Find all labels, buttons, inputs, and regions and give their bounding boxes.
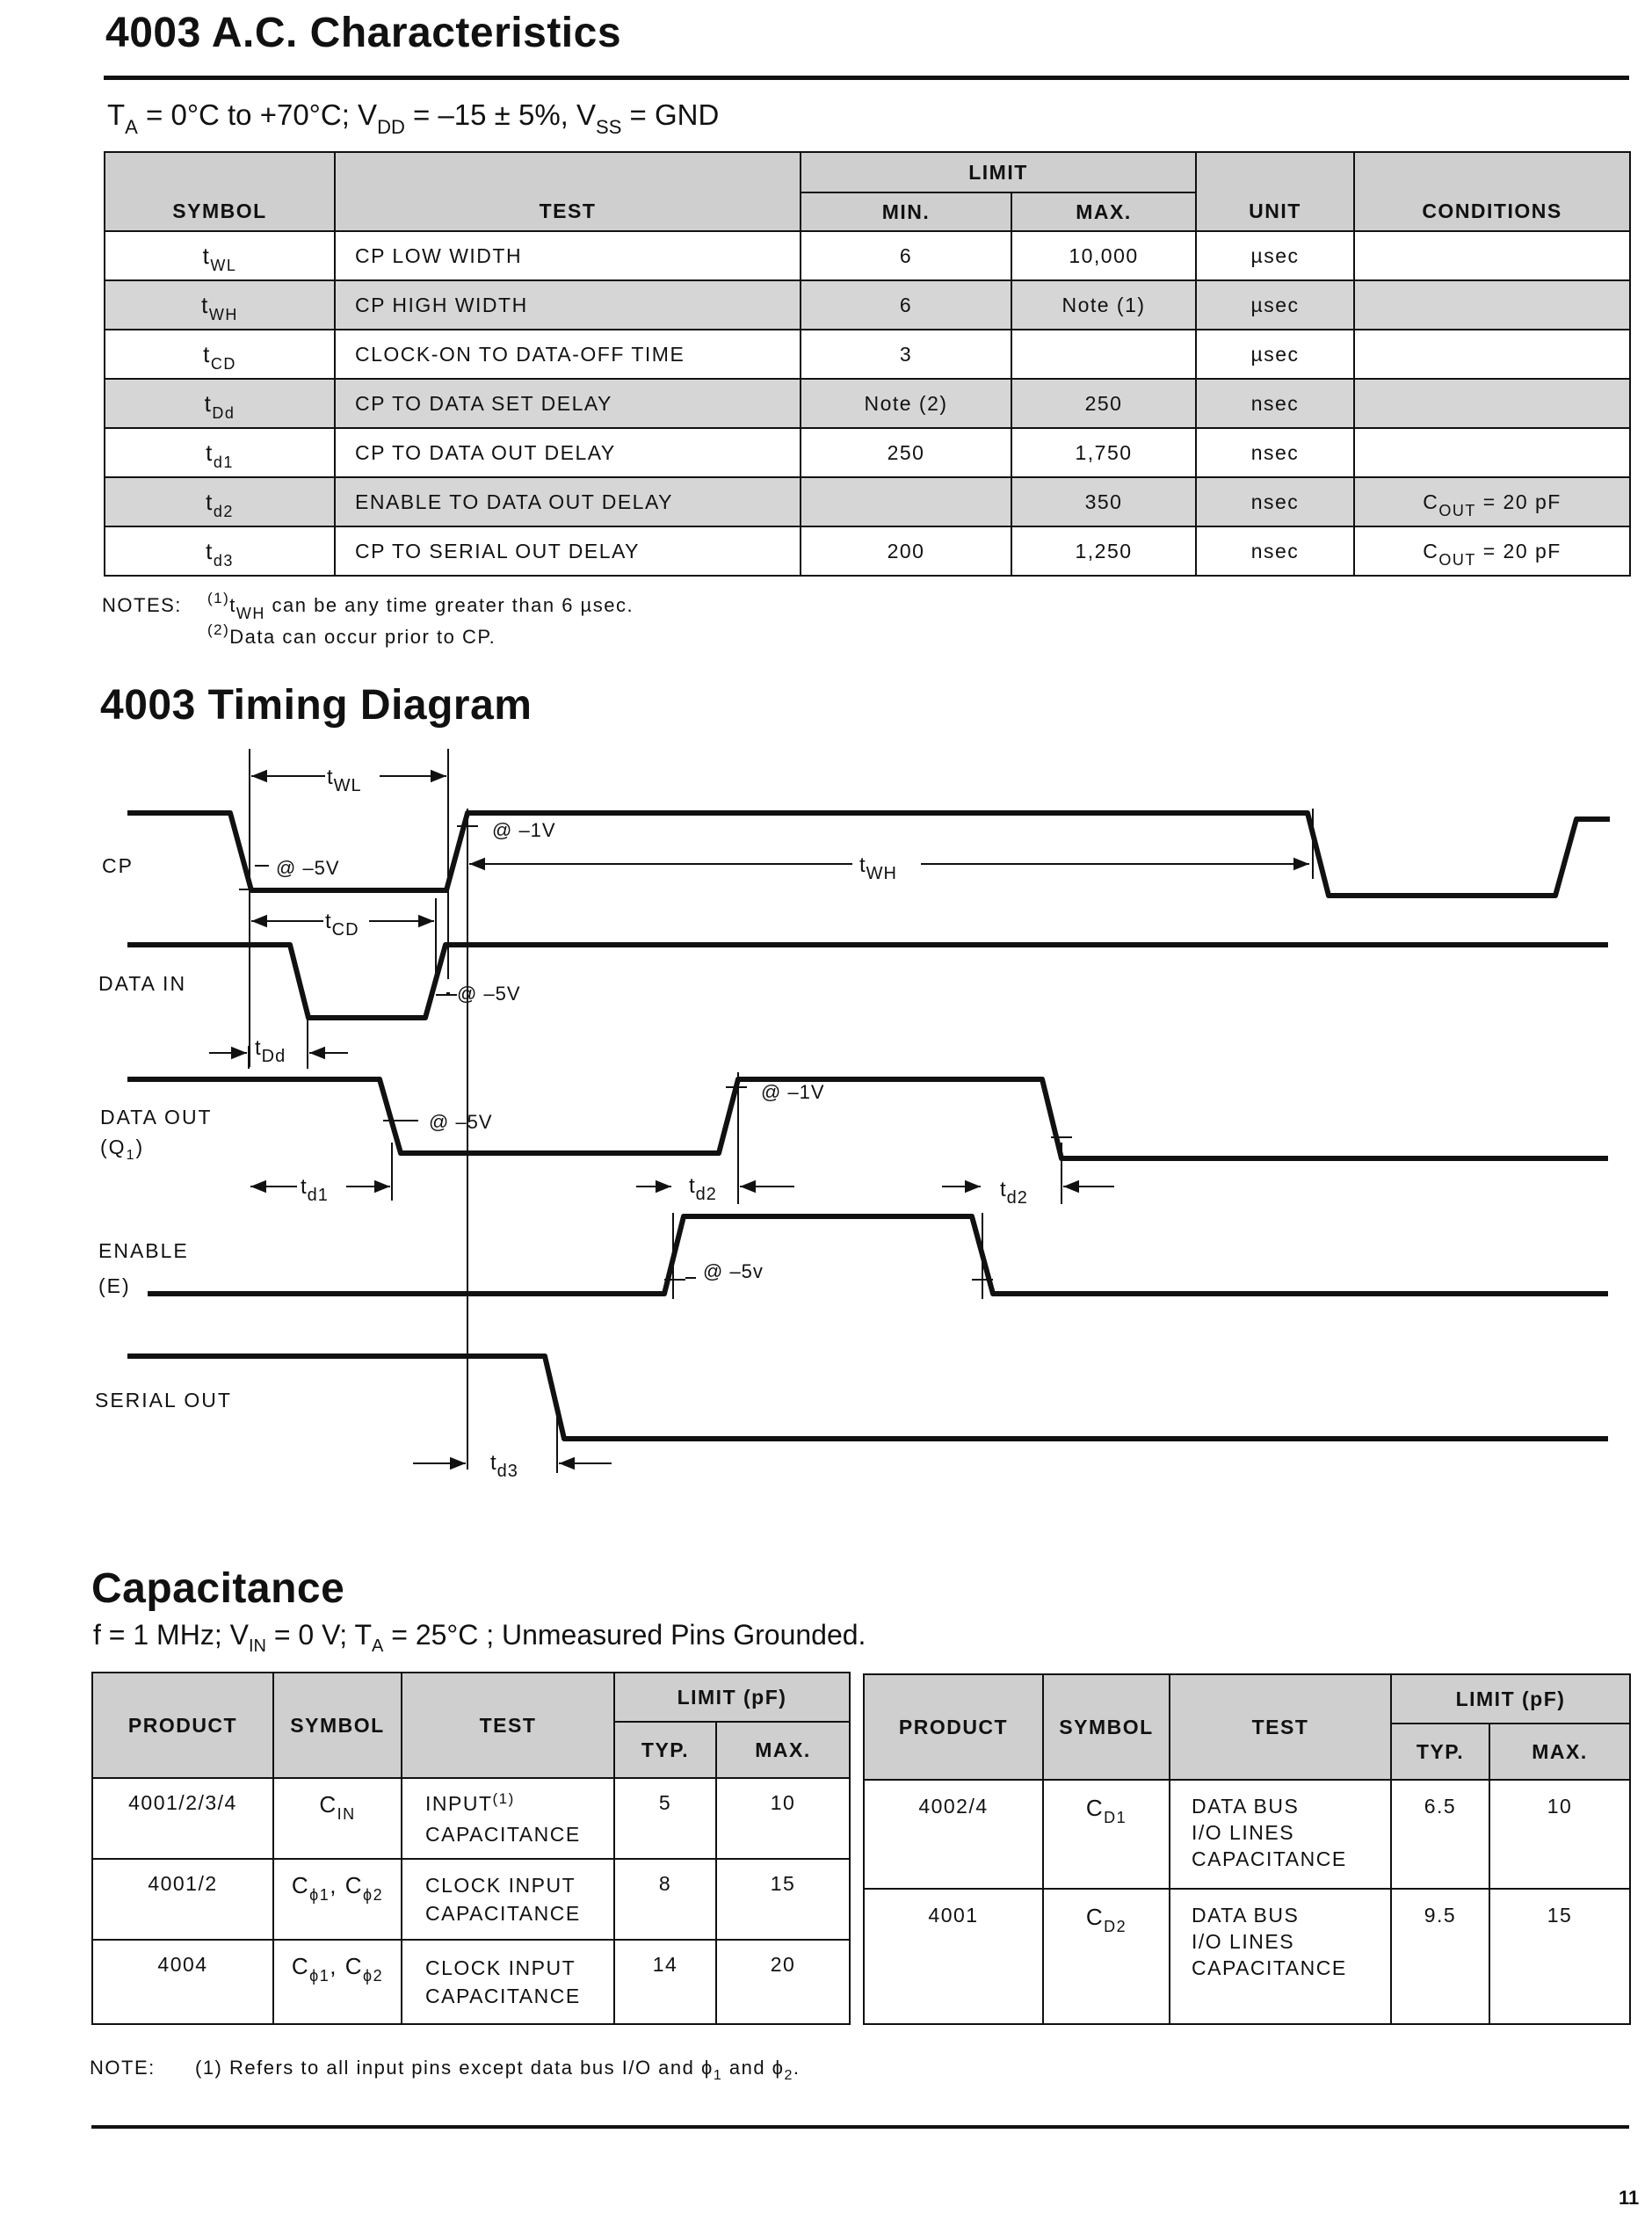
note-1: $^{(1)}t_{WH}$ can be any time greater than 6 µsec. xyxy=(207,590,634,622)
unit-cell: nsec xyxy=(1196,428,1354,477)
conditions-cell: $C_{OUT} = 20$ pF xyxy=(1354,526,1630,576)
hdr-unit: UNIT xyxy=(1196,152,1354,231)
conditions-cell: $C_{OUT} = 20$ pF xyxy=(1354,477,1630,526)
product-cell: 4001 xyxy=(864,1889,1043,2024)
test-cell: CLOCK INPUT CAPACITANCE xyxy=(402,1940,614,2024)
conditions-cell xyxy=(1354,428,1630,477)
symbol-cell: $t_{d1}$ xyxy=(105,428,335,477)
max-cell: 10,000 xyxy=(1011,231,1196,280)
signal-label-enable: ENABLE xyxy=(98,1239,189,1262)
table-row xyxy=(864,1889,1630,2024)
capacitance-table-right xyxy=(863,1673,1631,2025)
test-cell: CP TO DATA OUT DELAY xyxy=(335,428,801,477)
hdr-limit: LIMIT (pF) xyxy=(614,1673,850,1722)
max-cell: 250 xyxy=(1011,379,1196,428)
max-cell: 15 xyxy=(1489,1889,1630,2024)
signal-label-serial-out: SERIAL OUT xyxy=(95,1389,232,1412)
timing-title: 4003 Timing Diagram xyxy=(100,682,533,729)
hdr-product: PRODUCT xyxy=(92,1673,273,1778)
conditions-cell xyxy=(1354,330,1630,379)
hdr-test: TEST xyxy=(1170,1674,1391,1780)
table-row xyxy=(105,231,1630,280)
conditions-cell xyxy=(1354,280,1630,330)
table-row xyxy=(105,280,1630,330)
param-td2-2: $t_{d2}$ xyxy=(1000,1178,1028,1208)
max-cell: 1,250 xyxy=(1011,526,1196,576)
min-cell: 6 xyxy=(801,231,1011,280)
hdr-limit: LIMIT (pF) xyxy=(1391,1674,1630,1724)
ac-table xyxy=(104,151,1631,577)
test-cell: DATA BUS I/O LINES CAPACITANCE xyxy=(1170,1889,1391,2024)
test-cell: CP LOW WIDTH xyxy=(335,231,801,280)
waveform-serial-out xyxy=(127,1356,1608,1439)
capacitance-title: Capacitance xyxy=(91,1565,345,1612)
param-twh: $t_{WH}$ xyxy=(859,853,897,883)
v-label-data-out-low: @ –5V xyxy=(429,1111,493,1133)
test-cell: CP TO SERIAL OUT DELAY xyxy=(335,526,801,576)
v-label-data-in: @ –5V xyxy=(457,983,521,1005)
product-cell: 4001/2 xyxy=(92,1859,273,1940)
signal-label-data-out: DATA OUT xyxy=(100,1106,213,1129)
typ-cell: 8 xyxy=(614,1859,716,1940)
min-cell: 3 xyxy=(801,330,1011,379)
v-label-cp-high: @ –1V xyxy=(492,819,556,841)
table-row xyxy=(92,1940,850,2024)
product-cell: 4002/4 xyxy=(864,1780,1043,1889)
unit-cell: nsec xyxy=(1196,526,1354,576)
min-cell: Note (2) xyxy=(801,379,1011,428)
waveform-data-in xyxy=(127,945,1608,1018)
hdr-product: PRODUCT xyxy=(864,1674,1043,1780)
hdr-max: MAX. xyxy=(716,1722,850,1778)
min-cell: 200 xyxy=(801,526,1011,576)
symbol-cell: $t_{d3}$ xyxy=(105,526,335,576)
table-row xyxy=(92,1778,850,1859)
table-row xyxy=(105,330,1630,379)
hdr-max: MAX. xyxy=(1489,1724,1630,1780)
symbol-cell: $C_{IN}$ xyxy=(273,1778,402,1859)
symbol-cell: $t_{WH}$ xyxy=(105,280,335,330)
bottom-rule xyxy=(91,2125,1629,2129)
waveform-data-out xyxy=(127,1079,1608,1158)
test-cell: DATA BUS I/O LINES CAPACITANCE xyxy=(1170,1780,1391,1889)
min-cell xyxy=(801,477,1011,526)
test-cell: CLOCK-ON TO DATA-OFF TIME xyxy=(335,330,801,379)
signal-label-cp: CP xyxy=(102,854,134,877)
test-cell: CLOCK INPUT CAPACITANCE xyxy=(402,1859,614,1940)
hdr-min: MIN. xyxy=(801,192,1011,231)
hdr-test: TEST xyxy=(402,1673,614,1778)
symbol-cell: $C_{\phi 1}$, $C_{\phi 2}$ xyxy=(273,1859,402,1940)
v-label-cp-low: @ –5V xyxy=(276,857,340,879)
param-tdd: $t_{Dd}$ xyxy=(255,1036,286,1066)
capacitance-conditions: f = 1 MHz; $V_{IN} = 0$ V; $T_A = 25^\circ C$ ; Unmeasured Pins Grounded. xyxy=(93,1619,866,1656)
v-label-enable: @ –5v xyxy=(703,1260,764,1282)
min-cell: 250 xyxy=(801,428,1011,477)
v-label-data-out-high: @ –1V xyxy=(761,1081,825,1103)
typ-cell: 5 xyxy=(614,1778,716,1859)
test-cell: ENABLE TO DATA OUT DELAY xyxy=(335,477,801,526)
max-cell: 20 xyxy=(716,1940,850,2024)
param-tcd: $t_{CD}$ xyxy=(325,910,359,940)
conditions-cell xyxy=(1354,231,1630,280)
unit-cell: µsec xyxy=(1196,280,1354,330)
table-row xyxy=(105,526,1630,576)
table-row xyxy=(92,1859,850,1940)
param-td2-1: $t_{d2}$ xyxy=(689,1174,717,1204)
table-row xyxy=(105,477,1630,526)
table-row xyxy=(105,428,1630,477)
unit-cell: µsec xyxy=(1196,231,1354,280)
test-cell: CP TO DATA SET DELAY xyxy=(335,379,801,428)
hdr-symbol: SYMBOL xyxy=(1043,1674,1170,1780)
typ-cell: 9.5 xyxy=(1391,1889,1489,2024)
param-td1: $t_{d1}$ xyxy=(301,1175,329,1205)
max-cell: 1,750 xyxy=(1011,428,1196,477)
ac-conditions: $T_A = 0^\circ C$ to +70°C; $V_{DD} = -15 \pm 5\%$, $V_{SS}$ = GND xyxy=(107,98,720,138)
symbol-cell: $t_{Dd}$ xyxy=(105,379,335,428)
typ-cell: 14 xyxy=(614,1940,716,2024)
symbol-cell: $t_{CD}$ xyxy=(105,330,335,379)
symbol-cell: $C_{D1}$ xyxy=(1043,1780,1170,1889)
hdr-max: MAX. xyxy=(1011,192,1196,231)
table-row xyxy=(105,379,1630,428)
capacitance-table-left xyxy=(91,1672,851,2025)
max-cell: 350 xyxy=(1011,477,1196,526)
symbol-cell: $t_{d2}$ xyxy=(105,477,335,526)
max-cell xyxy=(1011,330,1196,379)
unit-cell: µsec xyxy=(1196,330,1354,379)
max-cell: 15 xyxy=(716,1859,850,1940)
unit-cell: nsec xyxy=(1196,379,1354,428)
symbol-cell: $C_{\phi 1}$, $C_{\phi 2}$ xyxy=(273,1940,402,2024)
hdr-conditions: CONDITIONS xyxy=(1354,152,1630,231)
conditions-cell xyxy=(1354,379,1630,428)
product-cell: 4004 xyxy=(92,1940,273,2024)
param-twl: $t_{WL}$ xyxy=(327,766,362,795)
max-cell: 10 xyxy=(716,1778,850,1859)
capacitance-note-label: NOTE: xyxy=(90,2057,156,2079)
title-rule xyxy=(104,76,1629,80)
max-cell: Note (1) xyxy=(1011,280,1196,330)
test-cell: CP HIGH WIDTH xyxy=(335,280,801,330)
timing-diagram xyxy=(0,738,1652,1503)
ac-title: 4003 A.C. Characteristics xyxy=(105,10,622,56)
table-row xyxy=(864,1780,1630,1889)
signal-label-data-out-q1: $(Q_1)$ xyxy=(100,1136,145,1163)
max-cell: 10 xyxy=(1489,1780,1630,1889)
symbol-cell: $C_{D2}$ xyxy=(1043,1889,1170,2024)
hdr-typ: TYP. xyxy=(1391,1724,1489,1780)
typ-cell: 6.5 xyxy=(1391,1780,1489,1889)
min-cell: 6 xyxy=(801,280,1011,330)
param-td3: $t_{d3}$ xyxy=(490,1451,518,1481)
unit-cell: nsec xyxy=(1196,477,1354,526)
hdr-symbol: SYMBOL xyxy=(273,1673,402,1778)
hdr-test: TEST xyxy=(335,152,801,231)
signal-label-enable-e: (E) xyxy=(98,1274,131,1297)
page-number: 11 xyxy=(1619,2187,1640,2209)
notes-label: NOTES: xyxy=(102,594,182,616)
hdr-typ: TYP. xyxy=(614,1722,716,1778)
waveform-enable xyxy=(148,1216,1608,1294)
test-cell: INPUT$^{(1)}$ CAPACITANCE xyxy=(402,1778,614,1859)
note-2: $^{(2)}$Data can occur prior to CP. xyxy=(207,621,496,648)
hdr-symbol: SYMBOL xyxy=(105,152,335,231)
symbol-cell: $t_{WL}$ xyxy=(105,231,335,280)
signal-label-data-in: DATA IN xyxy=(98,972,187,995)
hdr-limit: LIMIT xyxy=(801,152,1196,192)
capacitance-note: (1) Refers to all input pins except data bus I/O and $\phi_1$ and $\phi_2$. xyxy=(195,2057,801,2083)
product-cell: 4001/2/3/4 xyxy=(92,1778,273,1859)
